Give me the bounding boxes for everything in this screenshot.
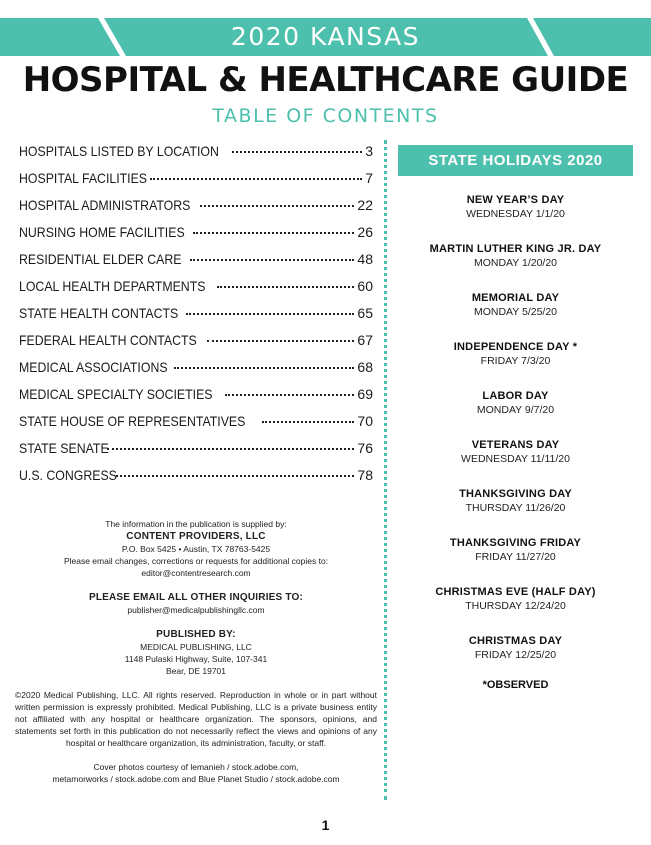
toc-label: STATE HOUSE OF REPRESENTATIVES [19,413,246,429]
holiday-name: INDEPENDENCE DAY * [453,341,578,353]
holiday-name: THANKSGIVING DAY [459,488,572,500]
toc-entry[interactable] [19,440,373,467]
provider-name: CONTENT PROVIDERS, LLC [126,531,266,542]
toc-entry[interactable] [19,413,373,440]
holiday-item [398,487,633,536]
toc-leader [232,151,362,153]
toc-label: MEDICAL ASSOCIATIONS [19,359,168,375]
table-of-contents [19,143,373,494]
toc-label: HOSPITAL FACILITIES [19,170,148,186]
publisher-address-line1: 1148 Pulaski Highway, Suite, 107-341 [124,654,268,664]
toc-leader [174,367,355,369]
holiday-date: THURSDAY 11/26/20 [465,502,566,514]
toc-label: LOCAL HEALTH DEPARTMENTS [19,278,206,294]
toc-leader [200,205,355,207]
holiday-item [398,634,633,683]
publisher-address-line2: Bear, DE 19701 [165,666,226,676]
toc-page: 3 [365,143,373,159]
toc-entry[interactable] [19,467,373,494]
toc-label: STATE HEALTH CONTACTS [19,305,179,321]
holiday-name: NEW YEAR’S DAY [466,194,565,206]
toc-entry[interactable] [19,251,373,278]
inquiries-heading: PLEASE EMAIL ALL OTHER INQUIRIES TO: [88,592,304,603]
holidays-heading: STATE HOLIDAYS 2020 [398,145,633,176]
guide-title: HOSPITAL & HEALTHCARE GUIDE [22,60,629,100]
holiday-item [398,389,633,438]
toc-page: 60 [357,278,373,294]
holiday-date: FRIDAY 11/27/20 [475,551,556,563]
holiday-item [398,193,633,242]
holiday-item [398,585,633,634]
toc-label: FEDERAL HEALTH CONTACTS [19,332,197,348]
toc-entry[interactable] [19,278,373,305]
toc-label: NURSING HOME FACILITIES [19,224,185,240]
holiday-name: CHRISTMAS DAY [468,635,563,647]
holiday-name: VETERANS DAY [471,439,560,451]
toc-label: RESIDENTIAL ELDER CARE [19,251,182,267]
holidays-list [398,193,633,683]
toc-page: 67 [357,332,373,348]
toc-leader [107,448,355,450]
page-number: 1 [321,817,330,833]
photo-credits-line1: Cover photos courtesy of lemanieh / stock.adobe.com, [93,762,299,772]
holiday-date: MONDAY 9/7/20 [476,404,555,416]
holiday-name: MEMORIAL DAY [471,292,560,304]
published-by-heading: PUBLISHED BY: [156,629,236,640]
holiday-date: WEDNESDAY 1/1/20 [466,208,565,220]
toc-label: STATE SENATE [19,440,109,456]
toc-title: TABLE OF CONTENTS [212,105,439,127]
holiday-name: CHRISTMAS EVE (HALF DAY) [435,586,596,598]
observed-footnote: *OBSERVED [482,679,549,691]
holiday-item [398,536,633,585]
holiday-date: WEDNESDAY 11/11/20 [461,453,570,465]
toc-entry[interactable] [19,197,373,224]
publisher-name: MEDICAL PUBLISHING, LLC [140,642,252,652]
photo-credits-line2: metamorworks / stock.adobe.com and Blue Planet Studio / stock.adobe.com [52,774,340,784]
toc-leader [116,475,354,477]
holiday-item [398,438,633,487]
toc-entry[interactable] [19,305,373,332]
column-divider [384,140,387,800]
toc-leader [207,340,354,342]
holiday-item [398,242,633,291]
legal-notice: ©2020 Medical Publishing, LLC. All rights reserved. Reproduction in whole or in part without written permission is expressly prohibited. Medical Publishing, LLC is a private business entity not affiliated with any hospital or healthcare organization. The sponsors, opinions, and statements set forth in this publication do not necessarily reflect the views and opinions of any hospital or healthcare organization, its administration, faculty, or staff. [15,690,377,748]
holiday-name: MARTIN LUTHER KING JR. DAY [429,243,602,255]
holiday-name: LABOR DAY [482,390,549,402]
header-banner [0,18,651,58]
toc-leader [217,286,355,288]
holiday-date: MONDAY 1/20/20 [473,257,558,269]
toc-page: 69 [357,386,373,402]
toc-label: HOSPITALS LISTED BY LOCATION [19,143,219,159]
toc-leader [186,313,354,315]
toc-page: 48 [357,251,373,267]
holiday-date: FRIDAY 7/3/20 [480,355,551,367]
toc-leader [262,421,354,423]
toc-entry[interactable] [19,386,373,413]
toc-page: 70 [357,413,373,429]
holiday-name: THANKSGIVING FRIDAY [449,537,582,549]
toc-page: 68 [357,359,373,375]
toc-leader [193,232,354,234]
toc-entry[interactable] [19,332,373,359]
toc-leader [225,394,355,396]
inquiries-email[interactable]: publisher@medicalpublishingllc.com [127,605,265,615]
toc-leader [150,178,362,180]
toc-label: MEDICAL SPECIALTY SOCIETIES [19,386,213,402]
toc-leader [190,259,355,261]
toc-page: 7 [365,170,373,186]
toc-page: 65 [357,305,373,321]
toc-label: HOSPITAL ADMINISTRATORS [19,197,191,213]
toc-entry[interactable] [19,143,373,170]
banner-title: 2020 KANSAS [230,22,421,51]
publication-info [15,518,377,785]
provider-address: P.O. Box 5425 • Austin, TX 78763-5425 [121,544,271,554]
toc-entry[interactable] [19,170,373,197]
toc-page: 78 [357,467,373,483]
toc-entry[interactable] [19,359,373,386]
toc-entry[interactable] [19,224,373,251]
toc-page: 26 [357,224,373,240]
toc-page: 76 [357,440,373,456]
toc-label: U.S. CONGRESS [19,467,117,483]
holiday-date: MONDAY 5/25/20 [473,306,558,318]
supplied-by-text: The information in the publication is supplied by: [105,519,287,529]
holiday-date: FRIDAY 12/25/20 [474,649,557,661]
holiday-date: THURSDAY 12/24/20 [465,600,566,612]
toc-page: 22 [357,197,373,213]
provider-email-note[interactable]: Please email changes, corrections or requests for additional copies to: editor@contentresearch.com [63,556,329,578]
holiday-item [398,340,633,389]
holiday-item [398,291,633,340]
